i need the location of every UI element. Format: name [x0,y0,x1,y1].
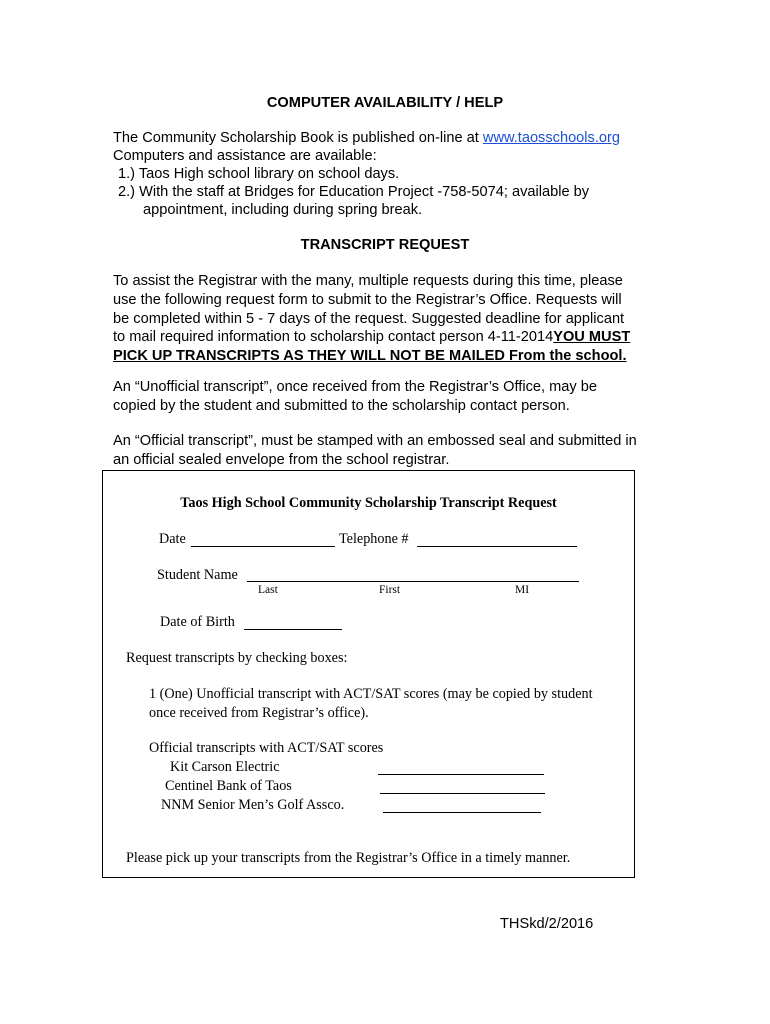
help-item-1: 1.) Taos High school library on school days. [118,166,400,182]
dob-field[interactable] [244,629,342,630]
date-label: Date [159,531,186,547]
recipient-centinel-bank-field[interactable] [380,793,545,794]
dob-label: Date of Birth [160,614,235,630]
pickup-note: Please pick up your transcripts from the Registrar’s Office in a timely manner. [126,850,571,866]
help-intro-line [113,129,620,148]
p1-line: To assist the Registrar with the many, multiple requests during this time, please [113,273,623,289]
p1-line: be completed within 5 - 7 days of the request. Suggested deadline for applicant [113,310,625,327]
form-title: Taos High School Community Scholarship Transcript Request [180,495,557,511]
help-line-2: Computers and assistance are available: [113,148,377,164]
transcript-paragraph-3 [113,432,637,470]
telephone-field[interactable] [417,546,577,547]
date-field[interactable] [191,546,335,547]
help-item-2-cont: appointment, including during spring break. [143,202,423,218]
p2-line: An “Unofficial transcript”, once received from the Registrar’s Office, may be [113,379,597,395]
document-code: THSkd/2/2016 [500,916,594,932]
recipient-kit-carson: Kit Carson Electric [170,759,280,775]
student-name-field[interactable] [247,581,579,582]
p1-line [113,328,630,347]
unofficial-option-line-1[interactable]: 1 (One) Unofficial transcript with ACT/SAT scores (may be copied by student [149,686,593,702]
p2-line: copied by the student and submitted to the scholarship contact person. [113,397,570,414]
transcript-paragraph-1 [113,272,630,366]
request-label: Request transcripts by checking boxes: [126,650,348,666]
recipient-golf-assco: NNM Senior Men’s Golf Assco. [161,797,345,813]
help-heading: COMPUTER AVAILABILITY / HELP [266,95,504,111]
recipient-golf-assco-field[interactable] [383,812,541,813]
student-name-label: Student Name [157,567,238,583]
deadline-text: to mail required information to scholarship contact person 4-11-2014 [113,329,554,346]
name-part-last: Last [258,584,278,596]
help-intro-text: The Community Scholarship Book is published on-line at [113,130,479,146]
transcript-heading: TRANSCRIPT REQUEST [300,237,470,253]
telephone-label: Telephone # [339,531,409,547]
pickup-warning: PICK UP TRANSCRIPTS AS THEY WILL NOT BE MAILED From the school. [113,348,627,365]
website-link[interactable]: www.taosschools.org [482,130,620,146]
pickup-warning-start: YOU MUST [553,329,631,346]
help-item-2: 2.) With the staff at Bridges for Education Project -758-5074; available by [118,184,590,200]
recipient-centinel-bank: Centinel Bank of Taos [165,778,292,794]
official-label: Official transcripts with ACT/SAT scores [149,740,384,756]
name-part-first: First [379,584,401,596]
transcript-paragraph-2 [113,378,597,416]
p1-line: use the following request form to submit to the Registrar’s Office. Requests will [113,291,622,308]
unofficial-option-line-2: once received from Registrar’s office). [149,705,369,721]
name-part-mi: MI [515,584,530,596]
p3-line: An “Official transcript”, must be stamped with an embossed seal and submitted in [113,433,637,449]
p3-line: an official sealed envelope from the school registrar. [113,451,450,468]
recipient-kit-carson-field[interactable] [378,774,544,775]
